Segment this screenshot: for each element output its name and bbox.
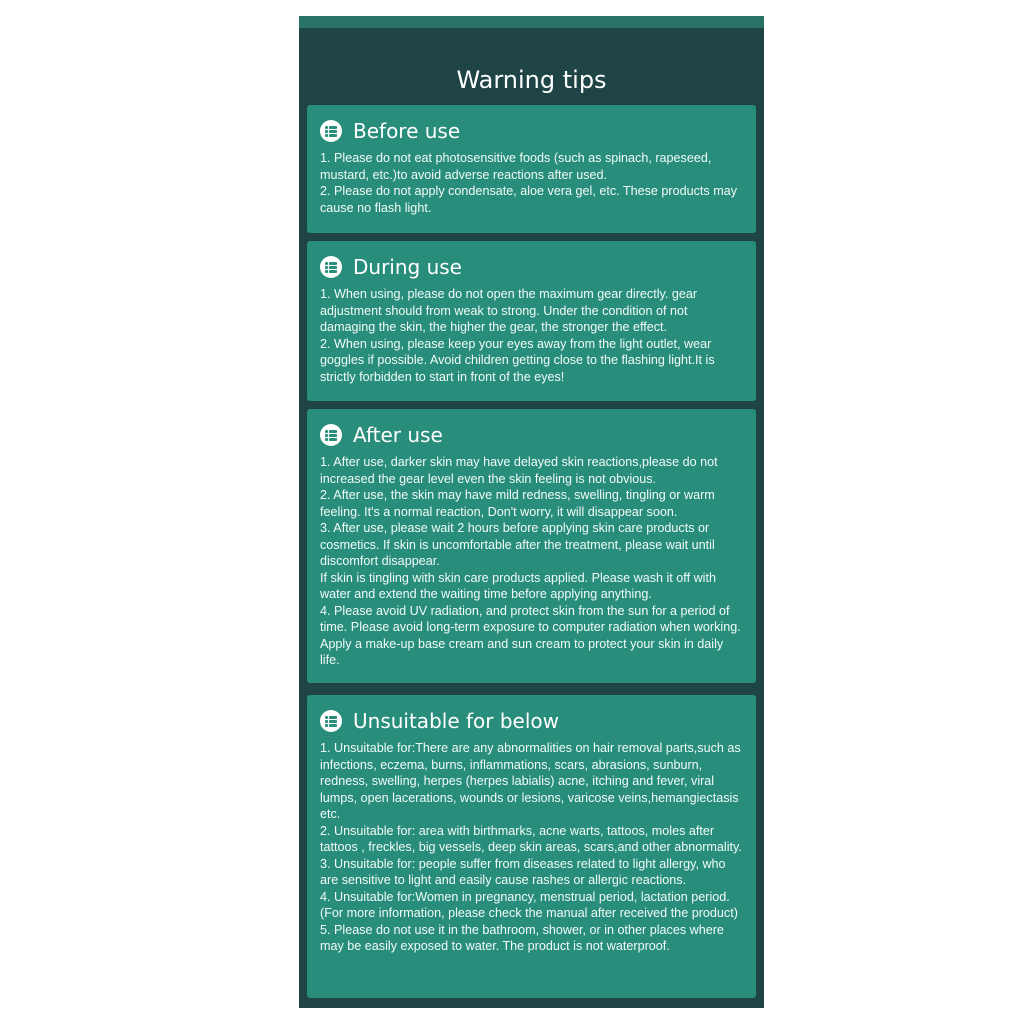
section-header bbox=[320, 708, 743, 734]
paragraph: 3. Unsuitable for: people suffer from diseases related to light allergy, who are sensitive to light and easily cause rashes or allergic reactions. bbox=[320, 856, 726, 887]
list-icon bbox=[320, 710, 342, 732]
paragraph: 2. When using, please keep your eyes away from the light outlet, wear goggles if possible. Avoid children getting close to the flashing light.It is strictly forbidden to start in front of the eyes! bbox=[320, 336, 715, 384]
section-unsuitable bbox=[307, 695, 756, 998]
list-icon bbox=[320, 120, 342, 142]
list-icon bbox=[320, 424, 342, 446]
section-during-use bbox=[307, 241, 756, 401]
paragraph: 3. After use, please wait 2 hours before applying skin care products or cosmetics. If skin is uncomfortable after the treatment, please wait until discomfort disappear. bbox=[320, 521, 715, 568]
paragraph: 2. Unsuitable for: area with birthmarks, acne warts, tattoos, moles after tattoos , freckles, big vessels, deep skin areas, scars,and other abnormality. bbox=[320, 823, 742, 854]
paragraph: 5. Please do not use it in the bathroom, shower, or in other places where may be easily exposed to water. The product is not waterproof. bbox=[320, 922, 724, 953]
list-icon bbox=[320, 256, 342, 278]
section-header bbox=[320, 422, 743, 448]
paragraph: If skin is tingling with skin care products applied. Please wash it off with water and extend the waiting time before applying anything. bbox=[320, 570, 716, 601]
paragraph: 1. When using, please do not open the maximum gear directly. gear adjustment should from weak to strong. Under the condition of not damaging the skin, the higher the gear, the stronger the effect. bbox=[320, 287, 698, 334]
section-body bbox=[320, 454, 743, 669]
section-header bbox=[320, 254, 743, 280]
section-header bbox=[320, 118, 743, 144]
section-title: After use bbox=[353, 423, 443, 447]
paragraph: 2. Please do not apply condensate, aloe vera gel, etc. These products may cause no flash light. bbox=[320, 184, 738, 215]
section-title: During use bbox=[353, 255, 462, 279]
section-body bbox=[320, 286, 743, 385]
warning-panel bbox=[299, 16, 764, 1008]
section-body bbox=[320, 150, 743, 216]
page-title: Warning tips bbox=[456, 66, 607, 94]
paragraph: 1. After use, darker skin may have delayed skin reactions,please do not increased the gear level even the skin feeling is not obvious. bbox=[320, 455, 718, 486]
section-before-use bbox=[307, 105, 756, 233]
paragraph: 1. Please do not eat photosensitive foods (such as spinach, rapeseed, mustard, etc.)to avoid adverse reactions after used. bbox=[320, 151, 712, 182]
paragraph: 4. Please avoid UV radiation, and protect skin from the sun for a period of time. Please avoid long-term exposure to computer radiation when working. Apply a make-up base cream and sun cream to protect your skin in daily life. bbox=[320, 603, 741, 667]
section-title: Before use bbox=[353, 119, 461, 143]
paragraph: 2. After use, the skin may have mild redness, swelling, tingling or warm feeling. It's a normal reaction, Don't worry, it will disappear soon. bbox=[320, 488, 715, 519]
paragraph: 1. Unsuitable for:There are any abnormalities on hair removal parts,such as infections, eczema, burns, inflammations, scars, abrasions, sunburn, redness, swelling, herpes (herpes labialis) acne, itching and fever, viral lumps, open lacerations, wounds or lesions, varicose veins,hemangiectasis etc. bbox=[320, 741, 741, 821]
section-after-use bbox=[307, 409, 756, 683]
paragraph: 4. Unsuitable for:Women in pregnancy, menstrual period, lactation period. (For more information, please check the manual after received the product) bbox=[320, 889, 738, 920]
section-body bbox=[320, 740, 743, 955]
section-title: Unsuitable for below bbox=[353, 709, 559, 733]
